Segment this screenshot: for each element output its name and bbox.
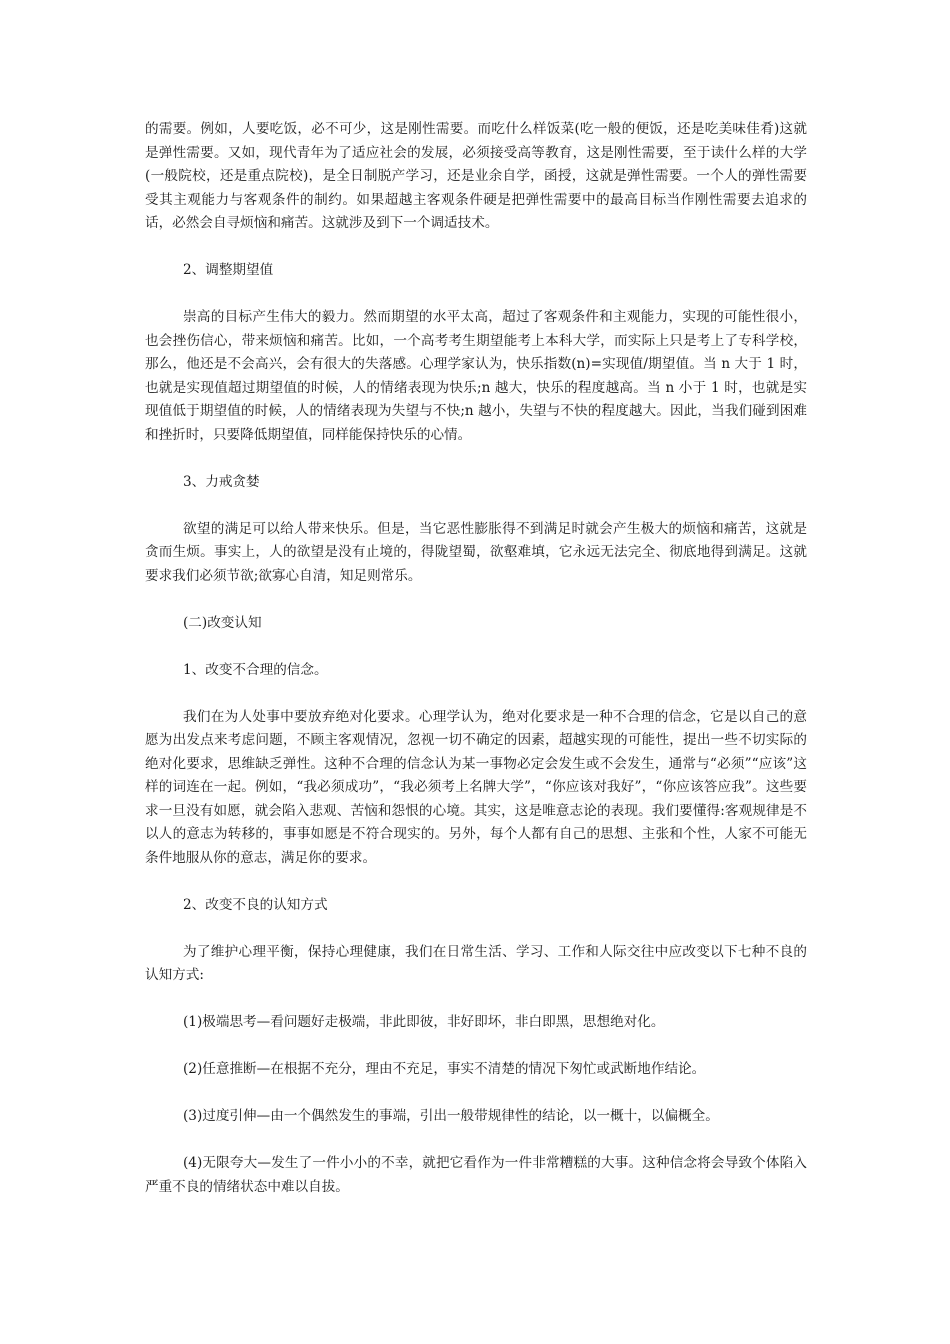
paragraph-absolute-demands: 我们在为人处事中要放弃绝对化要求。心理学认为，绝对化要求是一种不合理的信念，它是以自己的意愿为出发点来考虑问题，不顾主客观情况，忽视一切不确定的因素，超越实现的可能性，提出一些不切实际的绝对化要求，思维缺乏弹性。这种不合理的信念认为某一事物必定会发生或不会发生，通常与“必须”“应该”这样的词连在一起。例如，“我必须成功”，“我必须考上名牌大学”，“你应该对我好”，“你应该答应我”。这些要求一旦没有如愿，就会陷入悲观、苦恼和怨恨的心境。其实，这是唯意志论的表现。我们要懂得:客观规律是不以人的意志为转移的，事事如愿是不符合现实的。另外，每个人都有自己的思想、主张和个性，人家不可能无条件地服从你的意志，满足你的要求。 <box>145 708 807 866</box>
paragraph-seven-styles-intro: 为了维护心理平衡，保持心理健康，我们在日常生活、学习、工作和人际交往中应改变以下七种不良的认知方式: <box>145 943 807 983</box>
spacer <box>145 494 807 518</box>
heading-change-cognition: (二)改变认知 <box>183 614 262 631</box>
spacer <box>145 1129 807 1153</box>
spacer <box>145 1082 807 1106</box>
spacer <box>145 917 807 941</box>
heading-cognitive-style: 2、改变不良的认知方式 <box>183 896 328 913</box>
list-item-magnification: (4)无限夸大—发生了一件小小的不幸，就把它看作为一件非常糟糕的大事。这种信念将会导致个体陷入严重不良的情绪状态中难以自拔。 <box>145 1155 807 1195</box>
spacer <box>145 635 807 659</box>
heading-irrational-beliefs: 1、改变不合理的信念。 <box>183 661 328 678</box>
spacer <box>145 283 807 307</box>
spacer <box>145 682 807 706</box>
spacer <box>145 1035 807 1059</box>
document-page <box>145 118 807 1199</box>
spacer <box>145 236 807 260</box>
list-item-overgeneralization: (3)过度引伸—由一个偶然发生的事端，引出一般带规律性的结论，以一概十，以偏概全。 <box>183 1108 719 1124</box>
paragraph-greed: 欲望的满足可以给人带来快乐。但是，当它恶性膨胀得不到满足时就会产生极大的烦恼和痛苦，这就是贪而生烦。事实上，人的欲望是没有止境的，得陇望蜀，欲壑难填，它永远无法完全、彻底地得到满足。这就要求我们必须节欲;欲寡心自清，知足则常乐。 <box>145 520 807 584</box>
list-item-extreme-thinking: (1)极端思考—看问题好走极端，非此即彼，非好即坏，非白即黑，思想绝对化。 <box>183 1014 665 1030</box>
spacer <box>145 447 807 471</box>
spacer <box>145 988 807 1012</box>
paragraph-elastic-needs: 的需要。例如，人要吃饭，必不可少，这是刚性需要。而吃什么样饭菜(吃一般的便饭，还是吃美味佳肴)这就是弹性需要。又如，现代青年为了适应社会的发展，必须接受高等教育，这是刚性需要，至于读什么样的大学(一般院校，还是重点院校)，是全日制脱产学习，还是业余自学，函授，这就是弹性需要。一个人的弹性需要受其主观能力与客观条件的制约。如果超越主客观条件硬是把弹性需要中的最高目标当作刚性需要去追求的话，必然会自寻烦恼和痛苦。这就涉及到下一个调适技术。 <box>145 121 807 231</box>
heading-avoid-greed: 3、力戒贪婪 <box>183 473 260 490</box>
spacer <box>145 588 807 612</box>
spacer <box>145 870 807 894</box>
heading-adjust-expectation: 2、调整期望值 <box>183 262 274 278</box>
list-item-arbitrary-inference: (2)任意推断—在根据不充分，理由不充足，事实不清楚的情况下匆忙或武断地作结论。 <box>183 1061 706 1077</box>
paragraph-expectation: 崇高的目标产生伟大的毅力。然而期望的水平太高，超过了客观条件和主观能力，实现的可能性很小，也会挫伤信心，带来烦恼和痛苦。比如，一个高考考生期望能考上本科大学，而实际上只是考上了专科学校，那么，他还是不会高兴，会有很大的失落感。心理学家认为，快乐指数(n)=实现值/期望值。当 n 大于 1 时，也就是实现值超过期望值的时候，人的情绪表现为快乐;n 越大，快乐的程度越高。当 n 小于 1 时，也就是实现值低于期望值的时候，人的情绪表现为失望与不快;n 越小，失望与不快的程度越大。因此，当我们碰到困难和挫折时，只要降低期望值，同样能保持快乐的心情。 <box>145 309 807 443</box>
